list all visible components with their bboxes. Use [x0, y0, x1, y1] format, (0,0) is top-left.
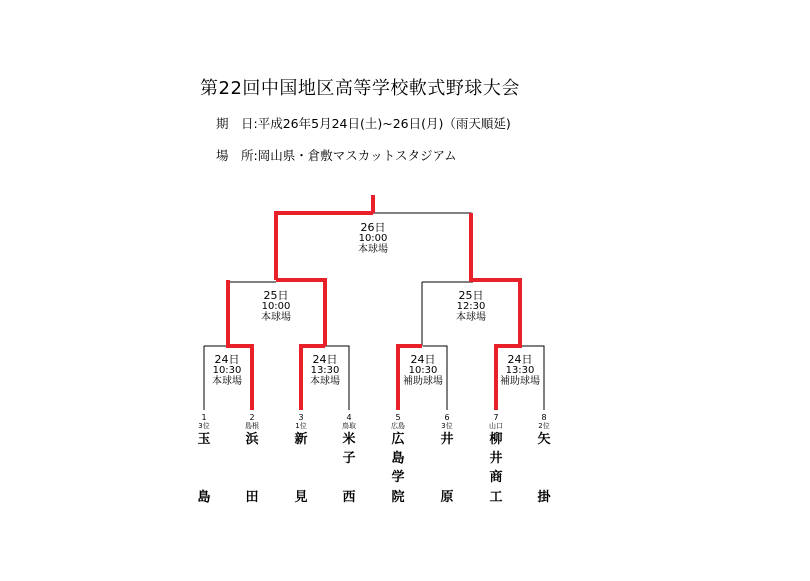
quarter-4-date: 24日 — [507, 353, 533, 366]
page-title: 第22回中国地区高等学校軟式野球大会 — [200, 78, 520, 99]
period-value: :平成26年5月24日(土)~26日(月)（雨天順延) — [253, 116, 511, 131]
team-number: 4 — [346, 413, 352, 422]
team-name-last: 西 — [342, 490, 356, 505]
semi-1-place: 本球場 — [261, 312, 291, 323]
team-name-char: 玉 — [197, 432, 211, 447]
team-rank: 2位 — [538, 422, 550, 430]
quarter-2-time: 13:30 — [310, 365, 340, 376]
team-rank: 島根 — [245, 422, 259, 430]
period-label: 期 日 — [216, 116, 254, 131]
semi-2-time: 12:30 — [456, 301, 486, 312]
team-rank: 山口 — [489, 422, 503, 430]
team-name-char: 矢 — [537, 432, 551, 447]
team-name-char: 柳 — [489, 432, 503, 447]
team-6 — [432, 413, 462, 505]
team-name-last: 島 — [197, 490, 211, 505]
quarter-1-place: 本球場 — [212, 376, 242, 387]
semi-1-label — [246, 290, 306, 323]
semi-1-time: 10:00 — [261, 301, 291, 312]
team-name-last: 原 — [440, 490, 454, 505]
quarter-1-label — [197, 354, 257, 387]
final-label — [343, 222, 403, 255]
quarter-4-place: 補助球場 — [500, 376, 540, 387]
quarter-3-date: 24日 — [410, 353, 436, 366]
team-name-char: 井 — [440, 432, 454, 447]
team-name-char: 浜 — [245, 432, 259, 447]
team-rank: 3位 — [198, 422, 210, 430]
semi-2-place: 本球場 — [456, 312, 486, 323]
team-name-char: 学 — [391, 470, 405, 485]
team-number: 8 — [541, 413, 547, 422]
team-number: 3 — [298, 413, 304, 422]
final-date: 26日 — [360, 221, 386, 234]
quarter-3-label — [393, 354, 453, 387]
quarter-1-date: 24日 — [214, 353, 240, 366]
team-3 — [286, 413, 316, 505]
team-8 — [529, 413, 559, 505]
team-number: 1 — [201, 413, 207, 422]
quarter-2-place: 本球場 — [310, 376, 340, 387]
team-number: 5 — [395, 413, 401, 422]
team-5 — [383, 413, 413, 505]
team-name-char: 子 — [342, 451, 356, 466]
team-rank: 鳥取 — [342, 422, 356, 430]
venue-label: 場 所 — [216, 148, 254, 163]
semi-2-date: 25日 — [458, 289, 484, 302]
semi-2-label — [441, 290, 501, 323]
team-name-char: 井 — [489, 451, 503, 466]
team-name-char: 米 — [342, 432, 356, 447]
team-name-char: 広 — [391, 432, 405, 447]
team-name-char: 新 — [294, 432, 308, 447]
team-rank: 広島 — [391, 422, 405, 430]
team-number: 7 — [493, 413, 499, 422]
team-1 — [189, 413, 219, 505]
quarter-2-label — [295, 354, 355, 387]
quarter-3-place: 補助球場 — [403, 376, 443, 387]
team-name-last: 院 — [391, 490, 405, 505]
semi-1-date: 25日 — [263, 289, 289, 302]
team-name-last: 工 — [489, 490, 503, 505]
team-7 — [481, 413, 511, 505]
team-name-char: 島 — [391, 451, 405, 466]
final-place: 本球場 — [358, 244, 388, 255]
quarter-2-date: 24日 — [312, 353, 338, 366]
team-name-last: 見 — [294, 490, 308, 505]
team-rank: 3位 — [441, 422, 453, 430]
quarter-4-label — [490, 354, 550, 387]
team-name-last: 田 — [245, 490, 259, 505]
quarter-1-time: 10:30 — [212, 365, 242, 376]
quarter-3-time: 10:30 — [408, 365, 438, 376]
team-number: 6 — [444, 413, 450, 422]
quarter-4-time: 13:30 — [505, 365, 535, 376]
team-name-last: 掛 — [537, 490, 551, 505]
team-2 — [237, 413, 267, 505]
venue-value: :岡山県・倉敷マスカットスタジアム — [253, 148, 457, 163]
team-name-char: 商 — [489, 470, 503, 485]
final-time: 10:00 — [358, 233, 388, 244]
team-4 — [334, 413, 364, 505]
team-rank: 1位 — [295, 422, 307, 430]
team-number: 2 — [249, 413, 255, 422]
